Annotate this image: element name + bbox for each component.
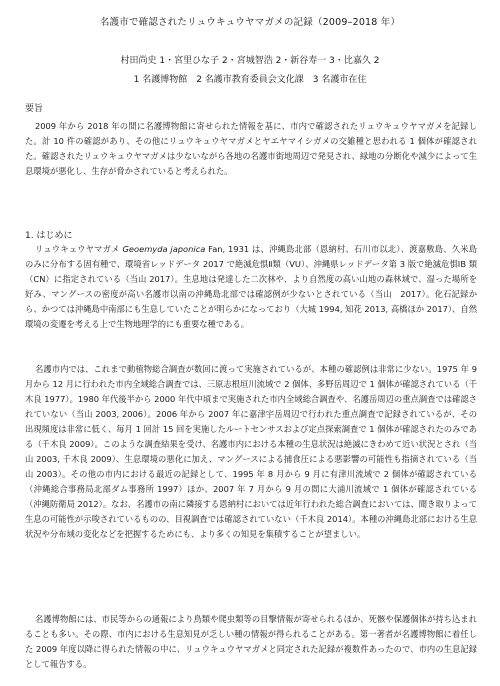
intro-p1-lead: リュウキュウヤマガメ	[34, 244, 123, 254]
intro-paragraph-1	[25, 242, 477, 332]
intro-paragraph-2: 名護市内では、これまで動植物総合調査が数回に渡って実施されているが、本種の確認例は非常に少ない。1975 年 9 月から 12 月に行われた市内全域総合調査では、三原志根垣川流域で 2 個体、多野岳周辺で 1 個体が確認されている（千木良 1977）。1980 年代後半から 2000 年代中頃まで実施された市内全域総合調査や、名護岳周辺の重点調査では確認されていない（当山 2003, 2006）。2006 年から 2007 年に嘉津宇岳周辺で行われた重点調査で記録されているが、その出現頻度は非常に低く、毎月 1 回計 15 回を実施したルートセンサスおよび定点探索調査で 1 個体が確認されたのみである（千木良 2009）。このような調査結果を受け、名護市内における本種の生息状況は絶滅にきわめて近い状況とされ（当山 2003, 千木良 2009）、生息環境の悪化に加え、マングースによる捕食圧による悪影響の可能性も指摘されている（当山 2003）。その他の市内における最近の記録として、1995 年 8 月から 9 月に有津川流域で 2 個体が確認されている（沖縄総合事務局北部ダム事務所 1997）ほか、2007 年 7 月から 9 月の間に大浦川流域で 1 個体が確認されている（沖縄防衛局 2012）。なお、名護市の南に隣接する恩納村においては近年行われた総合調査においては、聞き取りよって生息の可能性が示唆されているものの、目視調査では確認されていない（千木良 2014）。本種の沖縄島北部における生息状況や分布域の変化などを把握するためにも、より多くの知見を集積することが望ましい。	[25, 364, 477, 539]
affiliations: 1 名護博物館 2 名護市教育委員会文化課 3 名護市在住	[133, 75, 367, 85]
species-name: Geoemyda japonica	[122, 244, 206, 254]
author-list: 村田尚史 1・宮里ひな子 2・宮城智浩 2・新谷寿一 3・比嘉久 2	[120, 56, 380, 66]
paper-title: 名護市で確認されたリュウキュウヤマガメの記録（2009–2018 年）	[99, 17, 401, 28]
intro-p1-rest: Fan, 1931 は、沖縄島北部（恩納村、石川市以北）、渡嘉敷島、久米島のみに分布する固有種で、環境省レッドデータ 2017 で絶滅危惧Ⅱ類（VU）、沖縄県レッドデータ第 3 版で絶滅危惧ⅠB 類（CN）に指定されている（当山 2017）。生息地は発達した二次林や、より自然度の高い山地の森林域で、湿った場所を好み、マングースの密度が高い名護市以南の沖縄島北部では確認例が少ないとされている（当山 2017）。化石記録から、かつては沖縄島中南部にも生息していたことが明らかになっており（大城 1994, 知花 2013, 高橋ほか 2017）、自然環境の変遷を考える上で生物地理学的にも重要な種である。	[25, 244, 477, 329]
abstract-body: 2009 年から 2018 年の間に名護博物館に寄せられた情報を基に、市内で確認されたリュウキュウヤマガメを記録した。計 10 件の確認があり、その他にリュウキュウヤマガメとヤエヤマイシガメの交雑種と思われる 1 個体が確認された。確認されたリュウキュウヤマガメは少ないながら各地の名護市街地周辺で発見され、緑地の分断化や減少によって生息環境が悪化し、生存が脅かされていると考えられた。	[25, 121, 477, 176]
intro-paragraph-3: 名護博物館には、市民等からの通報により鳥類や爬虫類等の目撃情報が寄せられるほか、死骸や保護個体が持ち込まれることも多い。その際、市内における生息知見が乏しい種の情報が得られることがある。第一著者が名護博物館に着任した 2009 年度以降に得られた情報の中に、リュウキュウヤマガメと同定された記録が複数件あったので、市内の生息記録として報告する。	[25, 614, 477, 669]
intro-heading: 1. はじめに	[25, 231, 73, 241]
abstract-heading: 要旨	[25, 104, 44, 114]
